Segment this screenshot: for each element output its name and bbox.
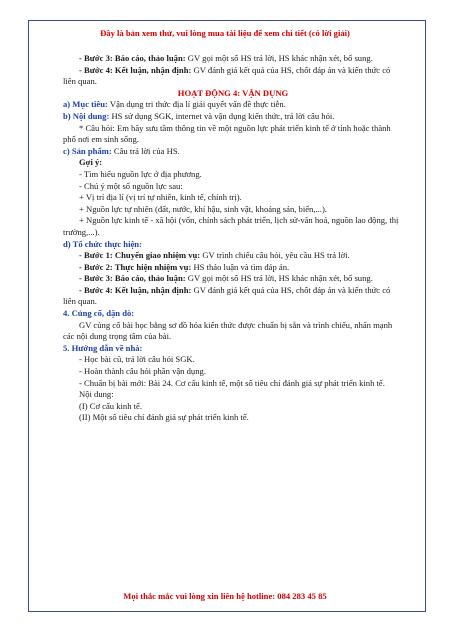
hint-item: - Tìm hiểu nguồn lực ở địa phương.: [79, 168, 202, 179]
document-body: [63, 53, 403, 424]
step4-paragraph: - Bước 4: Kết luận, nhận định: GV đánh giá kết quả của HS, chốt đáp án và kiến thức có liên quan.: [63, 284, 391, 307]
hint-title: Gợi ý:: [79, 157, 103, 168]
consolidate-paragraph: GV củng cố bài học bằng sơ đồ hóa kiến thức được chuẩn bị sẵn và trình chiếu, nhấn mạnh các nội dung trọng tâm của bài.: [63, 319, 393, 342]
hint-item: + Nguồn lực tự nhiên (đất, nước, khí hậu, sinh vật, khoáng sản, biển,...).: [79, 203, 327, 214]
step2-paragraph: - Bước 2: Thực hiện nhiệm vụ: HS thảo luận và tìm đáp án.: [79, 261, 290, 272]
consolidate-heading: 4. Củng cố, dặn dò:: [63, 308, 135, 319]
homework-item: - Hoàn thành câu hỏi phần vận dụng.: [79, 366, 206, 377]
homework-part: (I) Cơ cấu kinh tế.: [79, 400, 143, 411]
homework-content-label: Nội dung:: [79, 389, 114, 400]
homework-item: - Chuẩn bị bài mới: Bài 24. Cơ cấu kinh tế, một số tiêu chí đánh giá sự phát triển kinh tế.: [79, 377, 385, 388]
activity-title: HOẠT ĐỘNG 4: VẬN DỤNG: [177, 87, 289, 98]
homework-item: - Học bài cũ, trả lời câu hỏi SGK.: [79, 354, 195, 365]
question-paragraph: * Câu hỏi: Em hãy sưu tầm thông tin về một nguồn lực phát triển kinh tế ở tỉnh hoặc thành phố nơi em sinh sống.: [63, 122, 391, 145]
product-line: c) Sản phẩm: Câu trả lời của HS.: [63, 145, 180, 156]
step1-paragraph: - Bước 1: Chuyển giao nhiệm vụ: GV trình chiếu câu hỏi, yêu cầu HS trả lời.: [79, 250, 350, 261]
hint-item: + Vị trí địa lí (vị trí tự nhiên, kinh tế, chính trị).: [79, 192, 242, 203]
step4-paragraph: - Bước 4: Kết luận, nhận định: GV đánh giá kết quả của HS, chốt đáp án và kiến thức có liên quan.: [63, 64, 391, 87]
organize-heading: d) Tổ chức thực hiện:: [63, 238, 142, 249]
hint-item: + Nguồn lực kinh tế - xã hội (vốn, chính sách phát triển, lịch sử-văn hoá, nguồn lao động, thị trường,...).: [63, 215, 399, 237]
preview-banner: Đây là bản xem thử, vui lòng mua tài liệu để xem chi tiết (có lời giải): [100, 28, 350, 38]
homework-heading: 5. Hướng dẫn về nhà:: [63, 342, 143, 353]
content-line: b) Nội dung: HS sử dụng SGK, internet và vận dụng kiến thức, trả lời câu hỏi.: [63, 110, 335, 121]
goal-line: a) Mục tiêu: Vận dụng tri thức địa lí giải quyết vấn đề thực tiễn.: [63, 99, 286, 110]
step3-paragraph: - Bước 3: Báo cáo, thảo luận: GV gọi một số HS trả lời, HS khác nhận xét, bổ sung.: [79, 53, 373, 63]
homework-part: (II) Một số tiêu chí đánh giá sự phát triển kinh tế.: [79, 412, 249, 423]
step3-paragraph: - Bước 3: Báo cáo, thảo luận: GV gọi một số HS trả lời, HS khác nhận xét, bổ sung.: [79, 273, 373, 284]
hotline-banner: Mọi thắc mắc vui lòng xin liên hệ hotline: 084 283 45 85: [123, 591, 327, 601]
hint-item: - Chú ý một số nguồn lực sau:: [79, 180, 183, 191]
